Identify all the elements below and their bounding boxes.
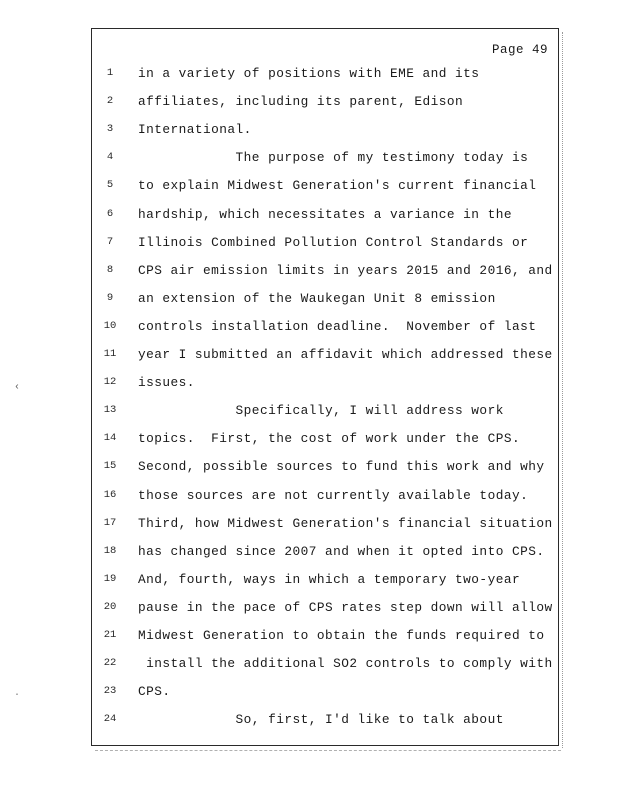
line-text: Midwest Generation to obtain the funds required to	[138, 628, 545, 643]
transcript-line	[92, 375, 558, 403]
transcript-line	[92, 66, 558, 94]
line-number: 2	[106, 95, 114, 108]
line-number: 9	[106, 291, 114, 304]
line-text: The purpose of my testimony today is	[138, 150, 529, 166]
transcript-line	[92, 207, 558, 235]
line-number: 17	[103, 516, 117, 529]
line-text: those sources are not currently available today.	[138, 487, 529, 503]
line-text: install the additional SO2 controls to comply with	[138, 656, 553, 672]
line-number: 12	[103, 376, 117, 389]
line-number: 3	[106, 123, 114, 136]
line-text: Specifically, I will address work	[138, 403, 504, 419]
transcript-line	[92, 150, 558, 178]
line-text: So, first, I'd like to talk about	[138, 712, 504, 728]
transcript-line	[92, 235, 558, 263]
line-text: CPS.	[138, 684, 171, 700]
line-number: 7	[106, 235, 114, 248]
line-number: 5	[106, 179, 114, 192]
line-text: CPS air emission limits in years 2015 and 2016, and	[138, 262, 553, 278]
transcript-page	[91, 28, 559, 746]
transcript-line	[92, 572, 558, 600]
transcript-line	[92, 347, 558, 375]
line-number: 10	[103, 319, 117, 332]
transcript-line	[92, 656, 558, 684]
line-text: Second, possible sources to fund this work and why	[138, 459, 545, 475]
transcript-line	[92, 712, 558, 740]
transcript-line	[92, 600, 558, 628]
line-number: 6	[106, 207, 114, 220]
transcript-line	[92, 94, 558, 122]
line-text: has changed since 2007 and when it opted into CPS.	[138, 543, 545, 559]
line-text: controls installation deadline. November of last	[138, 318, 537, 334]
transcript-line	[92, 684, 558, 712]
transcript-line	[92, 263, 558, 291]
page-number: Page 49	[491, 43, 548, 57]
line-text: affiliates, including its parent, Edison	[138, 94, 464, 110]
margin-mark: ‹	[14, 382, 21, 393]
line-text: an extension of the Waukegan Unit 8 emission	[138, 290, 496, 306]
line-number: 1	[106, 67, 114, 79]
line-number: 16	[103, 488, 117, 501]
line-number: 4	[106, 151, 114, 164]
frame-edge-bottom	[95, 748, 561, 751]
transcript-line	[92, 488, 558, 516]
line-text: Third, how Midwest Generation's financial situation	[138, 515, 553, 531]
line-text: Illinois Combined Pollution Control Standards or	[138, 234, 529, 250]
line-number: 23	[103, 685, 117, 698]
line-number: 18	[103, 544, 117, 557]
line-text: topics. First, the cost of work under the CPS.	[138, 431, 521, 447]
transcript-line	[92, 516, 558, 544]
line-text: year I submitted an affidavit which addressed these	[138, 347, 553, 362]
margin-dot: ·	[14, 690, 21, 701]
line-text: in a variety of positions with EME and its	[138, 66, 480, 81]
line-number: 19	[103, 572, 117, 585]
line-number: 14	[103, 432, 117, 445]
line-number: 15	[103, 460, 117, 473]
transcript-line	[92, 403, 558, 431]
line-number: 13	[103, 404, 117, 417]
line-text: And, fourth, ways in which a temporary two-year	[138, 571, 521, 587]
transcript-line	[92, 291, 558, 319]
line-text: to explain Midwest Generation's current financial	[138, 178, 537, 194]
line-number: 20	[103, 600, 117, 613]
transcript-line	[92, 122, 558, 150]
line-number: 21	[103, 629, 117, 641]
frame-edge-right	[560, 32, 563, 748]
transcript-line	[92, 459, 558, 487]
line-number: 24	[103, 713, 117, 726]
transcript-line	[92, 431, 558, 459]
transcript-line	[92, 628, 558, 656]
transcript-line	[92, 544, 558, 572]
line-number: 8	[106, 263, 114, 276]
transcript-line	[92, 319, 558, 347]
transcript-line	[92, 178, 558, 206]
line-text: International.	[138, 122, 252, 138]
line-text: hardship, which necessitates a variance in the	[138, 206, 512, 222]
line-number: 22	[103, 657, 117, 670]
line-number: 11	[103, 348, 117, 360]
line-text: pause in the pace of CPS rates step down will allow	[138, 599, 553, 615]
line-text: issues.	[138, 375, 195, 391]
